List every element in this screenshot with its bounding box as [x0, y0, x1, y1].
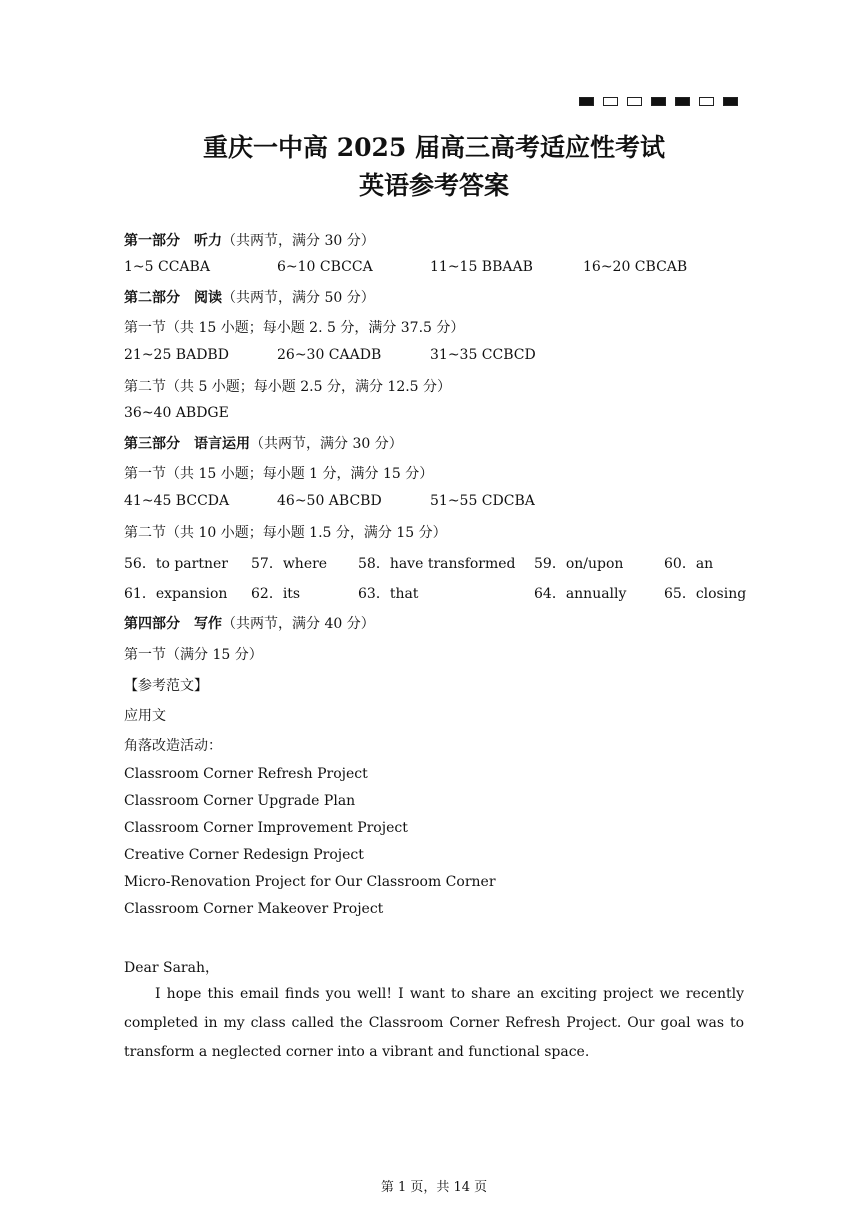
part4-note: （共两节，满分 40 分） — [222, 616, 375, 632]
part2-heading-row — [124, 287, 375, 307]
blank-answer: 58．have transformed — [358, 556, 516, 572]
part3-section1: 第一节（共 15 小题；每小题 1 分，满分 15 分） — [124, 466, 434, 482]
letter-paragraph: I hope this email finds you well! I want to share an exciting project we recently completed in my class called the Classroom Corner Refresh Project. Our goal was to transform a neglected corner into a vibrant and functional space. — [124, 986, 744, 1060]
part2-section1: 第一节（共 15 小题；每小题 2. 5 分，满分 37.5 分） — [124, 320, 465, 336]
blank-answer: 56．to partner — [124, 556, 228, 572]
answer-group: 31~35 CCBCD — [430, 347, 536, 363]
mark-7 — [723, 97, 738, 106]
part4-section1: 第一节（满分 15 分） — [124, 647, 263, 663]
part1-heading: 第一部分 听力 — [124, 233, 222, 249]
letter-salutation: Dear Sarah， — [124, 960, 219, 976]
part4-heading-row — [124, 613, 375, 633]
part3-heading-row — [124, 433, 403, 453]
blank-answer: 60．an — [664, 556, 714, 572]
answer-group: 46~50 ABCBD — [277, 493, 382, 509]
title-option: Classroom Corner Makeover Project — [124, 901, 384, 917]
blank-answer: 64．annually — [534, 586, 627, 602]
titles-label: 角落改造活动： — [124, 738, 222, 754]
mark-4 — [651, 97, 666, 106]
part3-heading: 第三部分 语言运用 — [124, 436, 250, 452]
blank-answer: 57．where — [251, 556, 328, 572]
part3-note: （共两节，满分 30 分） — [250, 436, 403, 452]
part3-section2: 第二节（共 10 小题；每小题 1.5 分，满分 15 分） — [124, 525, 447, 541]
answer-group: 11~15 BBAAB — [430, 259, 533, 275]
answer-group: 16~20 CBCAB — [583, 259, 688, 275]
answer-group: 21~25 BADBD — [124, 347, 229, 363]
answer-group: 6~10 CBCCA — [277, 259, 373, 275]
answer-group: 1~5 CCABA — [124, 259, 210, 275]
title-option: Creative Corner Redesign Project — [124, 847, 364, 863]
page-footer: 第 1 页，共 14 页 — [380, 1180, 488, 1195]
title-option: Classroom Corner Refresh Project — [124, 766, 368, 782]
sample-label: 【参考范文】 — [124, 678, 208, 694]
blank-answer: 61．expansion — [124, 586, 228, 602]
mark-5 — [675, 97, 690, 106]
blank-answer: 65．closing — [664, 586, 747, 602]
title-option: Micro-Renovation Project for Our Classroom Corner — [124, 874, 496, 890]
mark-2 — [603, 97, 618, 106]
part1-note: （共两节，满分 30 分） — [222, 233, 375, 249]
part1-heading-row — [124, 230, 375, 250]
answer-group: 51~55 CDCBA — [430, 493, 535, 509]
part2-section2: 第二节（共 5 小题；每小题 2.5 分，满分 12.5 分） — [124, 379, 452, 395]
title-option: Classroom Corner Improvement Project — [124, 820, 408, 836]
part2-note: （共两节，满分 50 分） — [222, 290, 375, 306]
answer-group: 36~40 ABDGE — [124, 405, 229, 421]
mark-6 — [699, 97, 714, 106]
blank-answer: 63．that — [358, 586, 419, 602]
blank-answer: 62．its — [251, 586, 301, 602]
answer-group: 41~45 BCCDA — [124, 493, 230, 509]
blank-answer: 59．on/upon — [534, 556, 624, 572]
page-title: 重庆一中高 2025 届高三高考适应性考试 — [203, 133, 665, 162]
mark-3 — [627, 97, 642, 106]
title-option: Classroom Corner Upgrade Plan — [124, 793, 356, 809]
mark-1 — [579, 97, 594, 106]
answer-group: 26~30 CAADB — [277, 347, 382, 363]
page-subtitle: 英语参考答案 — [358, 171, 509, 200]
header-marks — [579, 97, 738, 106]
genre-label: 应用文 — [124, 708, 166, 724]
part4-heading: 第四部分 写作 — [124, 616, 222, 632]
part2-heading: 第二部分 阅读 — [124, 290, 222, 306]
